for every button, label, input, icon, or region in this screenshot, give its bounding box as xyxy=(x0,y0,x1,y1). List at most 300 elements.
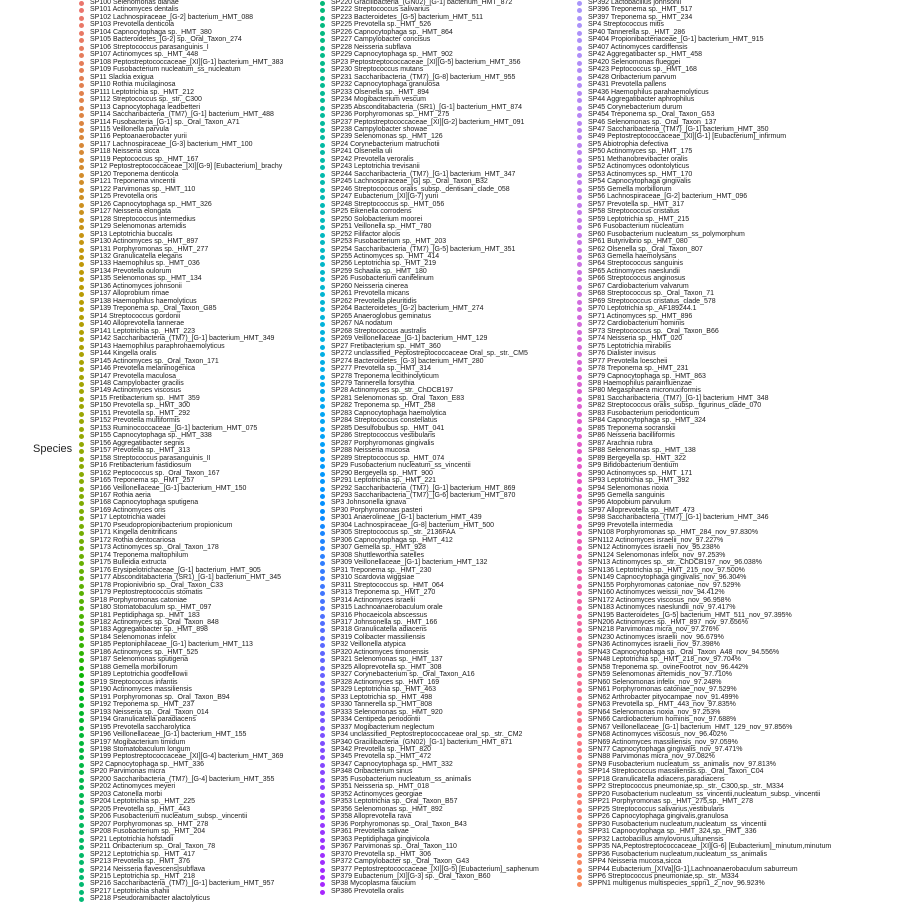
legend-label: SP89 Bergeyella sp._HMT_322 xyxy=(588,454,687,462)
legend-label: SP93 Leptotrichia sp._HMT_392 xyxy=(588,477,690,485)
legend-label: SP59 Leptotrichia sp._HMT_215 xyxy=(588,215,690,223)
legend-color-dot xyxy=(79,606,84,611)
legend-color-dot xyxy=(79,113,84,118)
legend-color-dot xyxy=(577,91,582,96)
legend-label: SP231 Saccharibacteria_(TM7)_[G-8] bacterium_HMT_955 xyxy=(331,73,516,81)
legend-color-dot xyxy=(577,539,582,544)
legend-label: SP194 Granulicatella paradiacens xyxy=(90,716,196,724)
legend-label: SP111 Leptotrichia sp._HMT_212 xyxy=(90,88,195,96)
legend-label: SP277 Prevotella sp._HMT_314 xyxy=(331,365,431,373)
legend-color-dot xyxy=(79,666,84,671)
legend-label: SP142 Saccharibacteria_(TM7)_[G-1] bacterium_HMT_349 xyxy=(90,335,275,343)
legend-label: SP166 Veillonellaceae_[G-1] bacterium_HMT_150 xyxy=(90,484,247,492)
legend-color-dot xyxy=(79,218,84,223)
legend-color-dot xyxy=(320,210,325,215)
legend-label: SP215 Leptotrichia sp._HMT_218 xyxy=(90,872,196,880)
legend-label: SP130 Actinomyces sp._HMT_897 xyxy=(90,238,199,246)
legend-label: SP301 Anaerolineae_[G-1] bacterium_HMT_439 xyxy=(331,514,482,522)
legend-color-dot xyxy=(320,651,325,656)
legend-color-dot xyxy=(577,419,582,424)
legend-color-dot xyxy=(577,741,582,746)
legend-color-dot xyxy=(577,225,582,230)
legend-color-dot xyxy=(577,285,582,290)
legend-color-dot xyxy=(320,240,325,245)
legend-label: SPP31 Capnocytophaga sp._HMT_324,sp._HMT_336 xyxy=(588,828,757,836)
legend-color-dot xyxy=(577,636,582,641)
legend-color-dot xyxy=(320,457,325,462)
legend-color-dot xyxy=(79,531,84,536)
legend-label: SPN12 Actinomyces israelii_nov_95.238% xyxy=(588,544,720,552)
legend-color-dot xyxy=(79,636,84,641)
legend-label: SP183 Aggregatibacter sp._HMT_898 xyxy=(90,626,208,634)
legend-label: SP420 Selenomonas flueggei xyxy=(588,58,681,66)
legend-label: SPN218 Parvimonas micra_nov_97.276% xyxy=(588,626,719,634)
legend-color-dot xyxy=(320,173,325,178)
legend-label: SP157 Prevotella sp._HMT_313 xyxy=(90,447,190,455)
legend-color-dot xyxy=(79,419,84,424)
legend-label: SP33 Leptotrichia sp._HMT_498 xyxy=(331,693,433,701)
legend-label: SP52 Actinomyces odontolyticus xyxy=(588,163,690,171)
legend-label: SP113 Capnocytophaga leadbetteri xyxy=(90,103,201,111)
legend-color-dot xyxy=(320,330,325,335)
legend-color-dot xyxy=(79,210,84,215)
legend-label: SP358 Alloprevotella rava xyxy=(331,813,412,821)
legend-color-dot xyxy=(79,262,84,267)
legend-color-dot xyxy=(79,404,84,409)
legend-label: SP199 Peptostreptococcaceae_[XI][G-4] bacterium_HMT_369 xyxy=(90,753,284,761)
legend-label: SP136 Actinomyces johnsonii xyxy=(90,282,182,290)
legend-label: SP216 Saccharibacteria_(TM7)_[G-1] bacterium_HMT_957 xyxy=(90,880,275,888)
legend-color-dot xyxy=(320,890,325,895)
legend-label: SPN36 Actinomyces israelii_nov_97.398% xyxy=(588,641,720,649)
legend-label: SP16 Fretibacterium fastidiosum xyxy=(90,462,192,470)
legend-label: SP407 Actinomyces cardiffensis xyxy=(588,43,688,51)
legend-color-dot xyxy=(79,845,84,850)
legend-color-dot xyxy=(79,360,84,365)
legend-color-dot xyxy=(577,763,582,768)
legend-color-dot xyxy=(320,763,325,768)
legend-label: SP284 Streptococcus constellatus xyxy=(331,417,438,425)
legend-color-dot xyxy=(577,53,582,58)
legend-color-dot xyxy=(79,397,84,402)
legend-color-dot xyxy=(320,770,325,775)
legend-color-dot xyxy=(320,121,325,126)
legend-label: SP29 Fusobacterium nucleatum_ss_vincentii xyxy=(331,462,471,470)
legend-color-dot xyxy=(320,487,325,492)
legend-color-dot xyxy=(79,98,84,103)
legend-color-dot xyxy=(577,516,582,521)
legend-color-dot xyxy=(320,576,325,581)
legend-label: SP105 Bacteroidetes_[G-2] sp._Oral_Taxon_274 xyxy=(90,36,242,44)
legend-label: SP175 Bulleidia extructa xyxy=(90,559,167,567)
legend-color-dot xyxy=(320,277,325,282)
legend-label: SP143 Haemophilus paraphrohaemolyticus xyxy=(90,342,225,350)
legend-label: SP370 Prevotella sp._HMT_306 xyxy=(331,850,431,858)
legend-label: SP171 Kingella denitrificans xyxy=(90,529,178,537)
legend-label: SP186 Actinomyces sp._HMT_525 xyxy=(90,648,199,656)
legend-label: SP454 Treponema sp._Oral_Taxon_G53 xyxy=(588,111,715,119)
legend-color-dot xyxy=(577,658,582,663)
legend-color-dot xyxy=(320,621,325,626)
legend-color-dot xyxy=(577,464,582,469)
legend-label: SP173 Actinomyces sp._Oral_Taxon_178 xyxy=(90,544,219,552)
legend-color-dot xyxy=(577,277,582,282)
legend-color-dot xyxy=(79,576,84,581)
legend-color-dot xyxy=(320,606,325,611)
legend-color-dot xyxy=(320,233,325,238)
legend-color-dot xyxy=(320,38,325,43)
legend-label: SPN9 Fusobacterium nucleatum_ss_animalis_nov_97.813% xyxy=(588,760,776,768)
legend-color-dot xyxy=(577,173,582,178)
legend-label: SP184 Selenomonas infelix xyxy=(90,633,176,641)
legend-color-dot xyxy=(79,1,84,6)
legend-label: SP156 Aggregatibacter segnis xyxy=(90,439,185,447)
legend-label: SP289 Streptococcus sp._HMT_074 xyxy=(331,454,445,462)
legend-label: SP293 Saccharibacteria_(TM7)_[G-6] bacterium_HMT_870 xyxy=(331,492,516,500)
legend-label: SP274 Bacteroidetes_[G-3] bacterium_HMT_280 xyxy=(331,357,484,365)
legend-color-dot xyxy=(577,307,582,312)
legend-color-dot xyxy=(320,875,325,880)
legend-label: SP278 Treponema lecithinolyticum xyxy=(331,372,439,380)
legend-color-dot xyxy=(577,531,582,536)
legend-color-dot xyxy=(79,696,84,701)
legend-color-dot xyxy=(577,121,582,126)
legend-label: SPP4 Neisseria mucosa,sicca xyxy=(588,858,682,866)
legend-label: SP328 Actinomyces sp._HMT_169 xyxy=(331,678,440,686)
legend-color-dot xyxy=(79,352,84,357)
legend-label: SP3 Johnsonella ignava xyxy=(331,499,407,507)
legend-label: SP198 Stomatobaculum longum xyxy=(90,746,191,753)
legend-label: SPN88 Parvimonas micra_nov_97.082% xyxy=(588,753,715,761)
legend-color-dot xyxy=(320,352,325,357)
legend-label: SP44 Aggregatibacter aphrophilus xyxy=(588,96,695,104)
legend-label: SP54 Capnocytophaga gingivalis xyxy=(588,178,691,186)
legend-label: SP352 Actinomyces georgiae xyxy=(331,790,423,798)
legend-color-dot xyxy=(577,218,582,223)
legend-label: SP285 Desulfobulbus sp._HMT_041 xyxy=(331,424,445,432)
legend-color-dot xyxy=(320,785,325,790)
legend-label: SP70 Leptotrichia sp._AF189244.1 xyxy=(588,305,697,313)
legend-label: SP342 Prevotella sp._HMT_820 xyxy=(331,746,431,753)
legend-color-dot xyxy=(320,442,325,447)
legend-label: SP268 Streptococcus australis xyxy=(331,327,427,335)
legend-label: SP431 Prevotella pallens xyxy=(588,81,667,89)
legend-label: SP226 Capnocytophaga sp._HMT_864 xyxy=(331,28,453,36)
legend-label: SP307 Gemella sp._HMT_928 xyxy=(331,544,426,552)
legend-color-dot xyxy=(577,823,582,828)
legend-color-dot xyxy=(79,240,84,245)
legend-color-dot xyxy=(320,681,325,686)
legend-label: SP88 Selenomonas sp._HMT_138 xyxy=(588,447,696,455)
legend-color-dot xyxy=(320,106,325,111)
legend-color-dot xyxy=(320,748,325,753)
legend-color-dot xyxy=(577,643,582,648)
legend-color-dot xyxy=(79,815,84,820)
legend-color-dot xyxy=(320,397,325,402)
legend-label: SP14 Streptococcus gordonii xyxy=(90,312,181,320)
legend-color-dot xyxy=(79,599,84,604)
legend-color-dot xyxy=(577,345,582,350)
legend-color-dot xyxy=(577,830,582,835)
legend-label: SP79 Capnocytophaga sp._HMT_863 xyxy=(588,372,706,380)
legend-label: SP206 Fusobacterium nucleatum_subsp._vincentii xyxy=(90,813,248,821)
legend-color-dot xyxy=(320,830,325,835)
legend-color-dot xyxy=(577,875,582,880)
legend-color-dot xyxy=(79,345,84,350)
legend-label: SP51 Methanobrevibacter oralis xyxy=(588,155,688,163)
legend-label: SP19 Streptococcus infantis xyxy=(90,678,178,686)
legend-color-dot xyxy=(577,337,582,342)
legend-color-dot xyxy=(320,591,325,596)
legend-color-dot xyxy=(320,360,325,365)
legend-label: SP132 Granulicatella elegans xyxy=(90,252,183,260)
legend-color-dot xyxy=(79,711,84,716)
legend-color-dot xyxy=(577,853,582,858)
legend-color-dot xyxy=(79,524,84,529)
legend-color-dot xyxy=(320,203,325,208)
legend-label: SPN172 Actinomyces viscosus_nov_96.958% xyxy=(588,596,731,604)
legend-color-dot xyxy=(320,628,325,633)
legend-color-dot xyxy=(79,651,84,656)
legend-label: SP218 Pseudoramibacter alactolyticus xyxy=(90,895,210,903)
legend-label: SP87 Arachnia rubra xyxy=(588,439,653,447)
legend-label: SP100 Selenomonas dianae xyxy=(90,0,179,6)
legend-color-dot xyxy=(79,300,84,305)
legend-label: SPN60 Selenomonas infelix_nov_97.248% xyxy=(588,678,722,686)
legend-color-dot xyxy=(320,91,325,96)
legend-label: SP340 Gracilibacteria_(GN02)_[G-1] bacterium_HMT_871 xyxy=(331,738,513,746)
legend-color-dot xyxy=(79,472,84,477)
legend-label: SP38 Mycoplasma faucium xyxy=(331,880,416,888)
legend-label: SP90 Actinomyces sp._HMT_171 xyxy=(588,469,693,477)
legend-label: SP305 Streptococcus sp._str._2136FAA xyxy=(331,529,456,537)
legend-label: SPN149 Capnocytophaga gingivalis_nov_96.304% xyxy=(588,574,747,582)
legend-color-dot xyxy=(320,688,325,693)
legend-label: SP129 Selenomonas artemidis xyxy=(90,223,187,231)
legend-color-dot xyxy=(79,688,84,693)
legend-color-dot xyxy=(577,860,582,865)
legend-label: SP234 Mogibacterium vescum xyxy=(331,96,426,104)
legend-label: SP114 Saccharibacteria_(TM7)_[G-1] bacterium_HMT_488 xyxy=(90,111,274,119)
legend-label: SP117 Lachnospiraceae_[G-3] bacterium_HMT_100 xyxy=(90,140,253,148)
legend-label: SP139 Treponema sp._Oral_Taxon_G85 xyxy=(90,305,217,313)
legend-label: SP356 Selenomonas sp._HMT_892 xyxy=(331,805,443,813)
legend-label: SP237 Peptostreptococcaceae_[XI][G-2] bacterium_HMT_091 xyxy=(331,118,525,126)
legend-label: SPP44 Eubacterium_[XIVa][G-1],Lachnoanaerobaculum saburreum xyxy=(588,865,798,873)
legend-color-dot xyxy=(320,375,325,380)
legend-label: SP17 Leptotrichia wadei xyxy=(90,514,166,522)
legend-color-dot xyxy=(577,711,582,716)
legend-label: SP185 Peptoniphilaceae_[G-1] bacterium_HMT_113 xyxy=(90,641,253,649)
legend-color-dot xyxy=(320,1,325,6)
legend-color-dot xyxy=(320,516,325,521)
legend-color-dot xyxy=(577,681,582,686)
legend-label: SP118 Neisseria sicca xyxy=(90,148,160,156)
legend-color-dot xyxy=(320,494,325,499)
legend-label: SP6 Fusobacterium nucleatum xyxy=(588,223,684,231)
legend-label: SP172 Rothia dentocariosa xyxy=(90,536,176,544)
legend-color-dot xyxy=(320,800,325,805)
legend-color-dot xyxy=(577,449,582,454)
legend-label: SPN68 Actinomyces viscosus_nov_96.402% xyxy=(588,731,727,739)
legend-label: SP168 Capnocytophaga sputigena xyxy=(90,499,199,507)
legend-color-dot xyxy=(79,195,84,200)
legend-label: SPP35 NA,Peptostreptococcaceae_[XI][G-6] [Eubacterium]_minutum,minutum xyxy=(588,843,832,851)
legend-color-dot xyxy=(320,53,325,58)
legend-label: SP205 Prevotella sp._HMT_443 xyxy=(90,805,190,813)
legend-label: SP103 Prevotella denticola xyxy=(90,21,175,29)
legend-label: SP63 Gemella haemolysans xyxy=(588,252,677,260)
legend-label: SP334 Centipeda periodontii xyxy=(331,716,421,724)
legend-label: SP319 Colibacter massiliensis xyxy=(331,633,426,641)
legend-label: SP227 Campylobacter concisus xyxy=(331,36,431,44)
legend-label: SP223 Bacteroidetes_[G-5] bacterium_HMT_511 xyxy=(331,13,484,21)
legend-color-dot xyxy=(320,46,325,51)
legend-label: SP261 Prevotella micans xyxy=(331,290,410,298)
legend-color-dot xyxy=(577,233,582,238)
legend-color-dot xyxy=(577,61,582,66)
legend-color-dot xyxy=(79,46,84,51)
legend-label: SP315 Lachnoanaerobaculum orale xyxy=(331,604,443,612)
legend-label: SP61 Butyrivibrio sp._HMT_080 xyxy=(588,238,688,246)
legend-label: SP84 Capnocytophaga sp._HMT_324 xyxy=(588,417,706,425)
legend-label: SP254 Saccharibacteria_(TM7)_[G-5] bacterium_HMT_351 xyxy=(331,245,516,253)
legend-color-dot xyxy=(577,404,582,409)
legend-label: SP128 Streptococcus intermedius xyxy=(90,215,196,223)
legend-color-dot xyxy=(577,584,582,589)
legend-color-dot xyxy=(577,135,582,140)
legend-color-dot xyxy=(320,262,325,267)
legend-color-dot xyxy=(577,76,582,81)
legend-color-dot xyxy=(320,255,325,260)
legend-color-dot xyxy=(577,815,582,820)
legend-color-dot xyxy=(577,442,582,447)
legend-color-dot xyxy=(577,494,582,499)
legend-label: SP165 Treponema sp._HMT_257 xyxy=(90,477,195,485)
legend-label: SP242 Prevotella veroralis xyxy=(331,155,414,163)
legend-color-dot xyxy=(79,785,84,790)
legend-color-dot xyxy=(577,412,582,417)
legend-color-dot xyxy=(79,173,84,178)
legend-color-dot xyxy=(577,389,582,394)
legend-label: SP13 Leptotrichia buccalis xyxy=(90,230,173,238)
legend-color-dot xyxy=(577,726,582,731)
legend-color-dot xyxy=(320,195,325,200)
legend-color-dot xyxy=(320,524,325,529)
legend-color-dot xyxy=(79,718,84,723)
legend-color-dot xyxy=(577,300,582,305)
legend-label: SP255 Actinomyces sp._HMT_414 xyxy=(331,252,440,260)
legend-label: SP122 Parvimonas sp._HMT_110 xyxy=(90,185,196,193)
legend-label: SP134 Prevotella oulorum xyxy=(90,267,172,275)
legend-color-dot xyxy=(577,113,582,118)
legend-label: SP327 Corynebacterium sp._Oral_Taxon_A16 xyxy=(331,671,475,679)
legend-color-dot xyxy=(577,352,582,357)
legend-color-dot xyxy=(577,509,582,514)
legend-label: SP318 Granulicatella adiacens xyxy=(331,626,427,634)
legend-label: SP191 Porphyromonas sp._Oral_Taxon_B94 xyxy=(90,693,230,701)
legend-color-dot xyxy=(79,255,84,260)
legend-color-dot xyxy=(577,98,582,103)
legend-label: SP127 Neisseria elongata xyxy=(90,208,171,216)
legend-color-dot xyxy=(79,389,84,394)
legend-label: SP222 Streptococcus salivarius xyxy=(331,6,430,14)
legend-color-dot xyxy=(79,248,84,253)
legend-label: SP314 Actinomyces israelii xyxy=(331,596,416,604)
legend-color-dot xyxy=(79,53,84,58)
legend-label: SP86 Neisseria bacilliformis xyxy=(588,432,675,440)
legend-color-dot xyxy=(577,165,582,170)
legend-color-dot xyxy=(320,733,325,738)
legend-label: SP97 Alloprevotella sp._HMT_473 xyxy=(588,506,695,514)
legend-color-dot xyxy=(577,248,582,253)
legend-label: SP151 Prevotella sp._HMT_292 xyxy=(90,409,190,417)
legend-label: SP272 unclassified_Peptostreptococcaceae Oral_sp._str._CM5 xyxy=(331,350,528,358)
legend-color-dot xyxy=(577,128,582,133)
legend-label: SP177 Absconditabacteria_(SR1)_[G-1] bacterium_HMT_345 xyxy=(90,574,282,582)
legend-color-dot xyxy=(320,643,325,648)
legend-label: SP286 Streptococcus vestibularis xyxy=(331,432,436,440)
legend-label: SP77 Prevotella loescheii xyxy=(588,357,668,365)
legend-color-dot xyxy=(79,658,84,663)
legend-label: SP28 Actinomyces sp._str._ChDCB197 xyxy=(331,387,454,395)
legend-color-dot xyxy=(320,225,325,230)
legend-color-dot xyxy=(577,472,582,477)
legend-label: SP80 Megasphaera micronuciformis xyxy=(588,387,701,395)
legend-color-dot xyxy=(577,180,582,185)
legend-label: SP353 Leptotrichia sp._Oral_Taxon_B57 xyxy=(331,798,458,806)
legend-color-dot xyxy=(577,561,582,566)
legend-label: SP40 Tannerella sp._HMT_286 xyxy=(588,28,686,36)
legend-color-dot xyxy=(79,337,84,342)
legend-color-dot xyxy=(79,643,84,648)
legend-label: SP178 Propionivibrio sp._Oral_Taxon_C33 xyxy=(90,581,224,589)
legend-color-dot xyxy=(577,158,582,163)
legend-color-dot xyxy=(320,404,325,409)
legend-label: SP138 Haemophilus haemolyticus xyxy=(90,297,197,305)
legend-label: SPP6 Streptococcus pneumoniae,sp._str._M334 xyxy=(588,872,739,880)
legend-color-dot xyxy=(79,733,84,738)
legend-color-dot xyxy=(577,434,582,439)
legend-label: SP85 Treponema socranskii xyxy=(588,424,676,432)
legend-color-dot xyxy=(320,300,325,305)
legend-label: SPP26 Capnocytophaga gingivalis,granulosa xyxy=(588,813,729,821)
legend-color-dot xyxy=(577,576,582,581)
legend-color-dot xyxy=(320,315,325,320)
legend-color-dot xyxy=(79,158,84,163)
legend-label: SP379 Eubacterium_[XI][G-3] sp._Oral_Taxon_B60 xyxy=(331,872,491,880)
legend-color-dot xyxy=(320,31,325,36)
legend-label: SPN67 Veillonellaceae_[G-1] bacterium_HMT_129_nov_97.856% xyxy=(588,723,793,731)
legend-color-dot xyxy=(577,808,582,813)
legend-color-dot xyxy=(577,599,582,604)
legend-label: SP169 Actinomyces oris xyxy=(90,506,166,514)
legend-color-dot xyxy=(577,770,582,775)
legend-label: SP182 Actinomyces sp._Oral_Taxon_848 xyxy=(90,619,219,626)
legend-label: SPN155 Porphyromonas catoniae_nov_97.529% xyxy=(588,581,741,589)
legend-color-dot xyxy=(79,38,84,43)
legend-label: SPP30 Fusobacterium nucleatum,nucleatum_ss_vincentii xyxy=(588,820,767,828)
legend-label: SP4 Streptococcus mitis xyxy=(588,21,664,29)
legend-label: SP200 Saccharibacteria_(TM7)_[G-4] bacterium_HMT_355 xyxy=(90,775,275,783)
legend-color-dot xyxy=(79,330,84,335)
legend-label: SPN69 Actinomyces massiliensis_nov_97.059% xyxy=(588,738,738,746)
legend-label: SP208 Fusobacterium sp._HMT_204 xyxy=(90,828,206,836)
legend-label: SPN108 Porphyromonas sp._HMT_284_nov_97.830% xyxy=(588,529,759,537)
legend-label: SP181 Peptidiphaga sp._HMT_183 xyxy=(90,611,200,619)
legend-label: SP73 Streptococcus sp._Oral_Taxon_B66 xyxy=(588,327,719,335)
legend-label: SP126 Capnocytophaga sp._HMT_326 xyxy=(90,200,212,208)
